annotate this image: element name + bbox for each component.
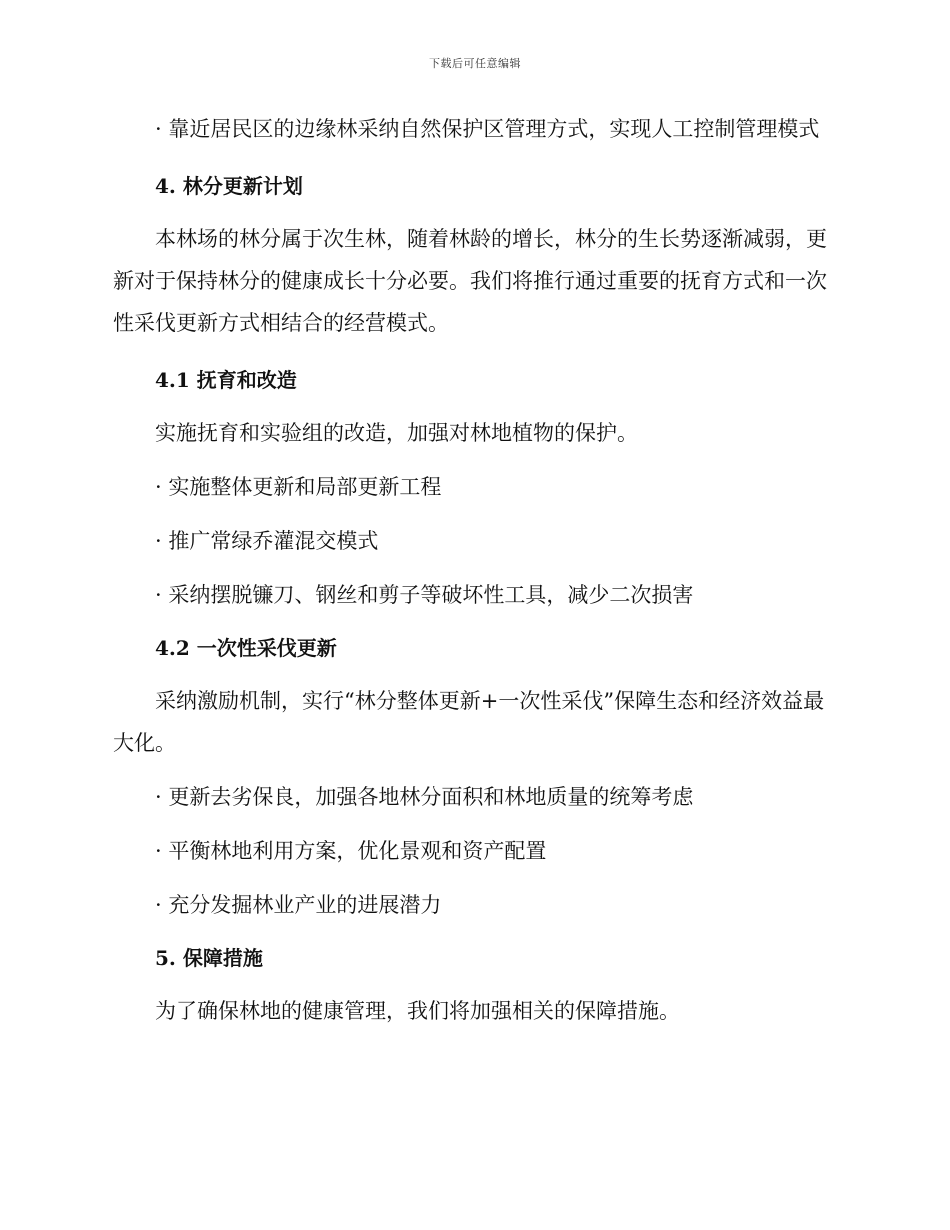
heading-5: 5. 保障措施 bbox=[155, 946, 263, 970]
paragraph-4-1: 实施抚育和实验组的改造，加强对林地植物的保护。 bbox=[155, 421, 638, 445]
document-body bbox=[113, 108, 833, 1032]
header-note: 下载后可任意编辑 bbox=[429, 57, 521, 70]
heading-4-1: 4.1 抚育和改造 bbox=[155, 368, 297, 392]
bullet-4-2-3: · 充分发掘林业产业的进展潜力 bbox=[155, 893, 442, 917]
bullet-edge-forest: · 靠近居民区的边缘林采纳自然保护区管理方式，实现人工控制管理模式 bbox=[155, 117, 820, 141]
heading-4: 4. 林分更新计划 bbox=[155, 174, 303, 198]
bullet-4-1-1: · 实施整体更新和局部更新工程 bbox=[155, 475, 442, 499]
bullet-4-2-2: · 平衡林地利用方案，优化景观和资产配置 bbox=[155, 839, 547, 863]
bullet-4-1-3: · 采纳摆脱镰刀、钢丝和剪子等破坏性工具，减少二次损害 bbox=[155, 583, 694, 607]
bullet-4-2-1: · 更新去劣保良，加强各地林分面积和林地质量的统筹考虑 bbox=[155, 785, 694, 809]
paragraph-5: 为了确保林地的健康管理，我们将加强相关的保障措施。 bbox=[155, 999, 680, 1023]
paragraph-4: 本林场的林分属于次生林，随着林龄的增长，林分的生长势逐渐减弱，更新对于保持林分的健康成长十分必要。我们将推行通过重要的抚育方式和一次性采伐更新方式相结合的经营模式。 bbox=[113, 227, 827, 335]
bullet-4-1-2: · 推广常绿乔灌混交模式 bbox=[155, 529, 379, 553]
paragraph-4-2: 采纳激励机制，实行“林分整体更新+一次性采伐”保障生态和经济效益最大化。 bbox=[113, 689, 825, 755]
heading-4-2: 4.2 一次性采伐更新 bbox=[155, 636, 337, 660]
